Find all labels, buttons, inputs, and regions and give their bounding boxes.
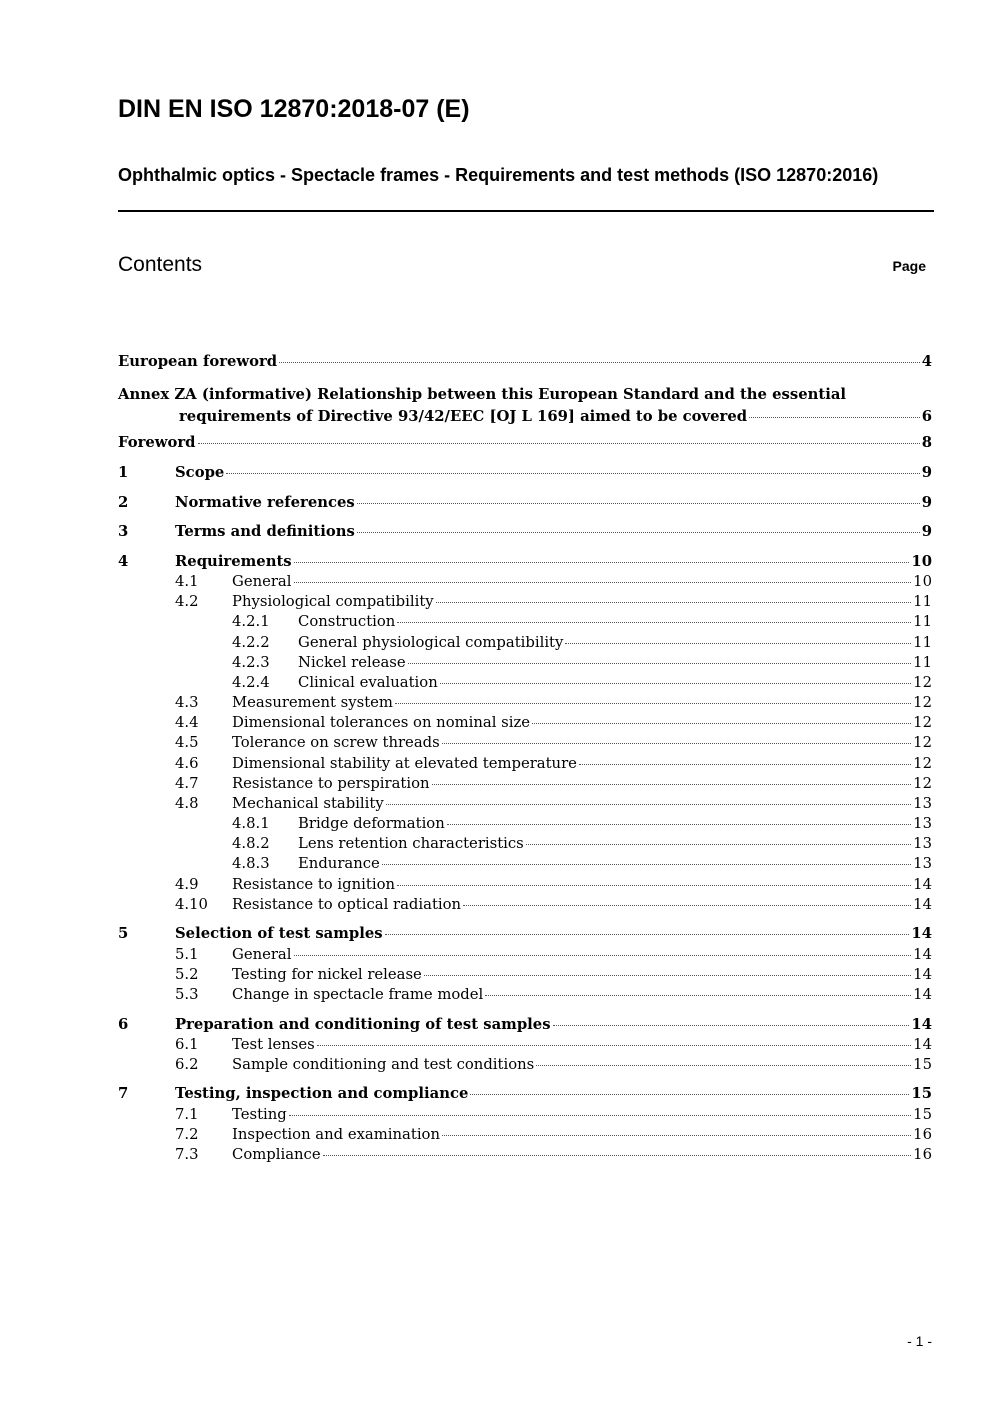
toc-entry-4-5[interactable]	[118, 734, 932, 754]
toc-entry-4-2-2[interactable]	[118, 634, 932, 654]
toc-leader	[408, 663, 912, 664]
toc-entry-title: Terms and definitions	[175, 523, 355, 540]
toc-entry-title: Testing	[232, 1106, 287, 1123]
toc-leader	[382, 864, 911, 865]
toc-entry-page: 16	[913, 1126, 932, 1143]
toc-entry-title: Preparation and conditioning of test samples	[175, 1016, 551, 1033]
toc-leader	[442, 1135, 911, 1136]
toc-entry-4-8-2[interactable]	[118, 835, 932, 855]
toc-leader	[198, 443, 920, 444]
toc-entry-title: Measurement system	[232, 694, 393, 711]
toc-entry-page: 11	[913, 634, 932, 651]
toc-leader	[553, 1025, 910, 1026]
toc-entry-4-10[interactable]	[118, 896, 932, 916]
toc-entry-4-8-3[interactable]	[118, 855, 932, 875]
toc-entry-number: 4.2.2	[232, 634, 270, 651]
toc-entry-page: 11	[913, 593, 932, 610]
toc-entry-title: Scope	[175, 464, 225, 481]
toc-entry-page: 9	[921, 464, 932, 481]
toc-entry-4-3[interactable]	[118, 694, 932, 714]
toc-entry-4-2[interactable]	[118, 593, 932, 613]
toc-entry-1[interactable]	[118, 464, 932, 484]
page-column-heading: Page	[892, 258, 926, 274]
toc-entry-number: 4.4	[175, 714, 199, 731]
toc-entry-page: 9	[921, 494, 932, 511]
toc-entry-title: Dimensional tolerances on nominal size	[232, 714, 531, 731]
toc-entry-title: Sample conditioning and test conditions	[232, 1056, 535, 1073]
toc-entry-page: 14	[913, 986, 932, 1003]
toc-entry-title: General	[232, 573, 292, 590]
toc-leader	[357, 532, 920, 533]
toc-leader	[440, 683, 911, 684]
toc-leader	[485, 995, 911, 996]
toc-leader	[357, 503, 920, 504]
toc-leader	[424, 975, 911, 976]
toc-entry-number: 5.2	[175, 966, 199, 983]
toc-entry-title: Nickel release	[298, 654, 406, 671]
toc-leader	[226, 473, 919, 474]
toc-entry-4[interactable]	[118, 553, 932, 573]
toc-entry-5-3[interactable]	[118, 986, 932, 1006]
toc-entry-foreword[interactable]	[118, 434, 932, 454]
toc-entry-number: 1	[118, 464, 129, 481]
toc-entry-3[interactable]	[118, 523, 932, 543]
toc-entry-title: Compliance	[232, 1146, 321, 1163]
toc-leader	[432, 784, 912, 785]
toc-entry-page: 10	[913, 573, 932, 590]
toc-entry-title: Testing for nickel release	[232, 966, 422, 983]
toc-entry-6-1[interactable]	[118, 1036, 932, 1056]
toc-entry-page: 13	[913, 835, 932, 852]
toc-entry-page: 9	[921, 523, 932, 540]
toc-leader	[386, 804, 911, 805]
toc-leader	[294, 955, 912, 956]
toc-leader	[536, 1065, 911, 1066]
toc-entry-number: 7.3	[175, 1146, 199, 1163]
toc-entry-5[interactable]	[118, 925, 932, 945]
toc-entry-title: Testing, inspection and compliance	[175, 1085, 469, 1102]
page-number: - 1 -	[907, 1333, 932, 1349]
toc-entry-page: 11	[913, 654, 932, 671]
toc-entry-number: 5.3	[175, 986, 199, 1003]
toc-leader	[447, 824, 911, 825]
title-divider	[118, 210, 934, 212]
toc-entry-number: 6	[118, 1016, 129, 1033]
toc-leader	[397, 622, 911, 623]
toc-entry-4-9[interactable]	[118, 876, 932, 896]
toc-leader	[470, 1094, 909, 1095]
toc-leader	[294, 562, 910, 563]
toc-entry-number: 4.8.1	[232, 815, 270, 832]
toc-entry-title: Dimensional stability at elevated temperature	[232, 755, 577, 772]
toc-entry-number: 4.2.4	[232, 674, 270, 691]
toc-entry-4-1[interactable]	[118, 573, 932, 593]
toc-entry-number: 7.2	[175, 1126, 199, 1143]
toc-entry-number: 4.7	[175, 775, 199, 792]
toc-leader	[526, 844, 911, 845]
toc-entry-number: 4.6	[175, 755, 199, 772]
toc-entry-7[interactable]	[118, 1085, 932, 1105]
toc-entry-4-2-1[interactable]	[118, 613, 932, 633]
toc-entry-annex-za[interactable]	[118, 384, 932, 428]
toc-entry-title: Lens retention characteristics	[298, 835, 524, 852]
toc-entry-page: 12	[913, 734, 932, 751]
toc-entry-7-1[interactable]	[118, 1106, 932, 1126]
toc-entry-title: Resistance to ignition	[232, 876, 396, 893]
toc-entry-page: 15	[913, 1056, 932, 1073]
toc-entry-number: 3	[118, 523, 129, 540]
toc-entry-number: 4.8	[175, 795, 199, 812]
toc-entry-title: Annex ZA (informative) Relationship between this European Standard and the essential	[118, 386, 847, 403]
toc-entry-title: Resistance to perspiration	[232, 775, 430, 792]
toc-entry-5-1[interactable]	[118, 946, 932, 966]
toc-leader	[463, 905, 911, 906]
toc-leader	[385, 934, 910, 935]
toc-entry-title: Endurance	[298, 855, 380, 872]
toc-entry-number: 4.9	[175, 876, 199, 893]
toc-entry-title: Mechanical stability	[232, 795, 384, 812]
toc-entry-title: Requirements	[175, 553, 292, 570]
toc-entry-page: 14	[911, 1016, 932, 1033]
toc-entry-4-8[interactable]	[118, 795, 932, 815]
toc-entry-title: General physiological compatibility	[298, 634, 564, 651]
toc-entry-title-continued: requirements of Directive 93/42/EEC [OJ L 169] aimed to be covered	[179, 408, 748, 425]
toc-leader	[294, 582, 912, 583]
toc-entry-number: 4.8.3	[232, 855, 270, 872]
toc-entry-title: Change in spectacle frame model	[232, 986, 484, 1003]
toc-entry-page: 10	[911, 553, 932, 570]
toc-entry-4-2-4[interactable]	[118, 674, 932, 694]
toc-entry-page: 11	[913, 613, 932, 630]
toc-entry-4-7[interactable]	[118, 775, 932, 795]
toc-entry-page: 13	[913, 855, 932, 872]
toc-leader	[289, 1115, 911, 1116]
toc-entry-number: 4.3	[175, 694, 199, 711]
toc-entry-number: 5	[118, 925, 129, 942]
toc-entry-number: 4.8.2	[232, 835, 270, 852]
toc-entry-4-6[interactable]	[118, 755, 932, 775]
toc-leader	[317, 1045, 911, 1046]
toc-entry-number: 5.1	[175, 946, 199, 963]
toc-entry-title: Test lenses	[232, 1036, 315, 1053]
toc-entry-page: 6	[921, 408, 932, 425]
toc-entry-number: 6.2	[175, 1056, 199, 1073]
toc-entry-number: 4.10	[175, 896, 208, 913]
toc-entry-title: Normative references	[175, 494, 355, 511]
toc-entry-title: European foreword	[118, 353, 278, 370]
toc-entry-european-foreword[interactable]	[118, 353, 932, 373]
toc-entry-page: 14	[911, 925, 932, 942]
toc-entry-title: Tolerance on screw threads	[232, 734, 440, 751]
toc-entry-2[interactable]	[118, 494, 932, 514]
toc-entry-page: 12	[913, 775, 932, 792]
toc-leader	[579, 764, 911, 765]
toc-entry-page: 16	[913, 1146, 932, 1163]
toc-entry-7-2[interactable]	[118, 1126, 932, 1146]
toc-entry-number: 7.1	[175, 1106, 199, 1123]
toc-entry-6-2[interactable]	[118, 1056, 932, 1076]
document-id: DIN EN ISO 12870:2018-07 (E)	[118, 95, 470, 123]
toc-entry-number: 4	[118, 553, 129, 570]
toc-entry-page: 12	[913, 694, 932, 711]
toc-entry-page: 13	[913, 795, 932, 812]
toc-leader	[749, 417, 920, 418]
toc-leader	[323, 1155, 912, 1156]
toc-entry-5-2[interactable]	[118, 966, 932, 986]
toc-leader	[532, 723, 911, 724]
toc-entry-page: 14	[913, 946, 932, 963]
toc-leader	[279, 362, 920, 363]
toc-leader	[397, 885, 911, 886]
toc-entry-title: Clinical evaluation	[298, 674, 438, 691]
contents-heading: Contents	[118, 253, 203, 276]
toc-entry-7-3[interactable]	[118, 1146, 932, 1166]
toc-entry-title: Resistance to optical radiation	[232, 896, 462, 913]
toc-entry-title: Construction	[298, 613, 396, 630]
toc-leader	[565, 643, 911, 644]
toc-entry-page: 14	[913, 896, 932, 913]
toc-entry-number: 6.1	[175, 1036, 199, 1053]
toc-entry-title: Bridge deformation	[298, 815, 445, 832]
toc-entry-page: 14	[913, 1036, 932, 1053]
toc-leader	[436, 602, 912, 603]
toc-leader	[442, 743, 911, 744]
toc-entry-page: 15	[911, 1085, 932, 1102]
toc-entry-number: 2	[118, 494, 129, 511]
toc-entry-number: 4.2.3	[232, 654, 270, 671]
toc-entry-page: 14	[913, 966, 932, 983]
toc-entry-number: 7	[118, 1085, 129, 1102]
toc-entry-title: Physiological compatibility	[232, 593, 434, 610]
toc-entry-title: Foreword	[118, 434, 196, 451]
toc-entry-number: 4.2	[175, 593, 199, 610]
toc-entry-4-4[interactable]	[118, 714, 932, 734]
toc-entry-title: General	[232, 946, 292, 963]
toc-entry-page: 12	[913, 755, 932, 772]
toc-entry-page: 13	[913, 815, 932, 832]
toc-entry-page: 4	[921, 353, 932, 370]
toc-entry-title: Inspection and examination	[232, 1126, 440, 1143]
toc-entry-4-2-3[interactable]	[118, 654, 932, 674]
toc-entry-title: Selection of test samples	[175, 925, 383, 942]
toc-entry-page: 12	[913, 714, 932, 731]
toc-entry-4-8-1[interactable]	[118, 815, 932, 835]
toc-entry-number: 4.1	[175, 573, 199, 590]
document-title: Ophthalmic optics - Spectacle frames - Requirements and test methods (ISO 12870:2016)	[118, 165, 879, 185]
toc-entry-number: 4.5	[175, 734, 199, 751]
toc-entry-page: 15	[913, 1106, 932, 1123]
toc-entry-page: 14	[913, 876, 932, 893]
toc-entry-number: 4.2.1	[232, 613, 270, 630]
toc-leader	[395, 703, 911, 704]
toc-entry-page: 12	[913, 674, 932, 691]
toc-entry-6[interactable]	[118, 1016, 932, 1036]
toc-entry-page: 8	[921, 434, 932, 451]
